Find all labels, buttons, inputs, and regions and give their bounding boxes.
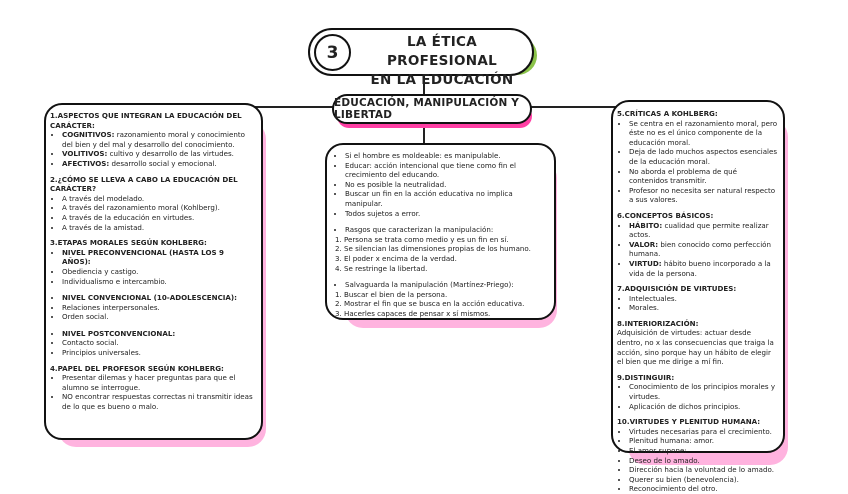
definition: cultivo y desarrollo de las virtudes. (107, 149, 234, 159)
term: AFECTIVOS: (62, 158, 110, 168)
list-item: • Querer su bien (benevolencia). (629, 475, 778, 485)
list-item: • Deseo de lo amado. (629, 456, 778, 466)
list-item: • Aplicación de dichos principios. (629, 402, 778, 412)
list-item: • Presentar dilemas y hacer preguntas para que el alumno se interrogue. (62, 373, 253, 392)
definition: razonamiento moral y conocimiento del bien y del mal y desarrollo del conocimiento. (62, 130, 246, 149)
list-item: • Morales. (629, 303, 778, 313)
definition: desarrollo social y emocional. (109, 158, 217, 168)
section-heading: 2.¿CÓMO SE LLEVA A CABO LA EDUCACIÓN DEL CARÁCTER? (50, 174, 238, 194)
list-item (62, 130, 253, 149)
right-card (611, 100, 785, 494)
section-heading: 6.CONCEPTOS BÁSICOS: (617, 210, 714, 220)
sub-heading (62, 293, 253, 303)
list-item: • Obediencia y castigo. (62, 267, 253, 277)
list-item: • A través de la educación en virtudes. (62, 213, 253, 223)
rasgos-heading-list (333, 225, 546, 235)
list-item: • Deja de lado muchos aspectos esenciales de la educación moral. (629, 147, 778, 166)
section-list (617, 221, 778, 279)
list-item: • Reconocimiento del otro. (629, 484, 778, 494)
section-list (617, 427, 778, 494)
section-list (50, 130, 253, 168)
center-bullets (333, 151, 546, 218)
list-item: 3. Hacerles capaces de pensar x sí mismos. (344, 309, 546, 319)
section-list (50, 329, 253, 358)
salva-heading: • Salvaguarda la manipulación (Martínez-Priego): (345, 280, 546, 290)
definition: hábito bueno incorporado a la vida de la persona. (629, 258, 771, 278)
list-item: • Orden social. (62, 312, 253, 322)
list-item: • No aborda el problema de qué contenidos transmitir. (629, 167, 778, 186)
section-list (617, 119, 778, 205)
section-heading: 1.ASPECTOS QUE INTEGRAN LA EDUCACIÓN DEL CARÁCTER: (50, 111, 242, 130)
section-heading: 7.ADQUISICIÓN DE VIRTUDES: (617, 284, 737, 294)
title-line-1: LA ÉTICA PROFESIONAL (386, 34, 498, 69)
center-card (325, 143, 556, 320)
list-item (62, 159, 253, 169)
list-item: • No es posible la neutralidad. (345, 180, 546, 190)
list-item (629, 221, 778, 240)
section-heading: 8.INTERIORIZACIÓN: (617, 318, 699, 328)
list-item: 4. Se restringe la libertad. (344, 264, 546, 274)
sub-heading-text: NIVEL POSTCONVENCIONAL: (62, 328, 176, 338)
section-list (50, 194, 253, 232)
sub-heading (62, 248, 253, 267)
title-line-2: EN LA EDUCACIÓN (370, 72, 514, 88)
list-item: • Conocimiento de los principios morales y virtudes. (629, 382, 778, 401)
section-list (50, 373, 253, 411)
list-item: 1. Buscar el bien de la persona. (344, 290, 546, 300)
list-item: • A través del modelado. (62, 194, 253, 204)
list-item: • A través del razonamiento moral (Kohlberg). (62, 203, 253, 213)
list-item: • Individualismo e intercambio. (62, 277, 253, 287)
section-list (50, 293, 253, 322)
list-item: • Contacto social. (62, 338, 253, 348)
sub-heading-text: NIVEL PRECONVENCIONAL (HASTA LOS 9 AÑOS): (62, 247, 224, 267)
list-item: • Todos sujetos a error. (345, 209, 546, 219)
section-heading: 4.PAPEL DEL PROFESOR SEGÚN KOHLBERG: (50, 363, 224, 373)
section-list (617, 382, 778, 411)
left-card (44, 103, 263, 440)
list-item (629, 240, 778, 259)
list-item (629, 259, 778, 278)
salva-heading-list (333, 280, 546, 290)
list-item: • Se centra en el razonamiento moral, pero éste no es el único componente de la educación moral. (629, 119, 778, 148)
salva-list (333, 290, 546, 319)
paragraph: Adquisición de virtudes: actuar desde dentro, no x las consecuencias que traiga la acción, sino porque hay un hábito de elegir el bien que me dirige a mí fin. (617, 328, 774, 367)
title-number: 3 (314, 34, 351, 71)
list-item: • Profesor no necesita ser natural respecto a sus valores. (629, 186, 778, 205)
list-item: • Dirección hacia la voluntad de lo amado. (629, 465, 778, 475)
list-item: • A través de la amistad. (62, 223, 253, 233)
list-item: • Si el hombre es moldeable: es manipulable. (345, 151, 546, 161)
list-item: • Relaciones interpersonales. (62, 303, 253, 313)
list-item: • Intelectuales. (629, 294, 778, 304)
section-heading: 3.ETAPAS MORALES SEGÚN KOHLBERG: (50, 238, 207, 248)
term: VALOR: (629, 239, 659, 249)
section-heading: 5.CRÍTICAS A KOHLBERG: (617, 109, 718, 118)
list-item: • Plenitud humana: amor. (629, 436, 778, 446)
list-item: 1. Persona se trata como medio y es un fin en sí. (344, 235, 546, 245)
list-item: • Principios universales. (62, 348, 253, 358)
term: HÁBITO: (629, 220, 663, 230)
sub-heading (62, 329, 253, 339)
sub-heading-text: NIVEL CONVENCIONAL (10-ADOLESCENCIA): (62, 293, 237, 303)
list-item: • El amor supone: (629, 446, 778, 456)
list-item: • Buscar un fin en la acción educativa no implica manipular. (345, 189, 546, 208)
definition: bien conocido como perfección humana. (629, 239, 771, 259)
list-item: 3. El poder x encima de la verdad. (344, 254, 546, 264)
section-heading: 10.VIRTUDES Y PLENITUD HUMANA: (617, 417, 761, 427)
section-list (617, 294, 778, 313)
list-item (62, 149, 253, 159)
list-item: 2. Se silencian las dimensiones propias de los humano. (344, 244, 546, 254)
list-item: • NO encontrar respuestas correctas ni transmitir ideas de lo que es bueno o malo. (62, 392, 253, 411)
list-item: • Virtudes necesarias para el crecimiento. (629, 427, 778, 437)
title-box (308, 28, 534, 88)
page-title (356, 33, 528, 90)
list-item: 2. Mostrar el fin que se busca en la acción educativa. (344, 299, 546, 309)
list-item: • Educar: acción intencional que tiene como fin el crecimiento del educando. (345, 161, 546, 180)
term: VIRTUD: (629, 258, 662, 268)
term: COGNITIVOS: (62, 130, 115, 140)
subtitle: EDUCACIÓN, MANIPULACIÓN Y LIBERTAD (332, 94, 532, 124)
rasgos-heading: • Rasgos que caracterizan la manipulación: (345, 225, 546, 235)
section-list (50, 248, 253, 286)
term: VOLITIVOS: (62, 149, 108, 159)
rasgos-list (333, 235, 546, 273)
section-heading: 9.DISTINGUIR: (617, 372, 675, 382)
definition: cualidad que permite realizar actos. (629, 220, 769, 240)
